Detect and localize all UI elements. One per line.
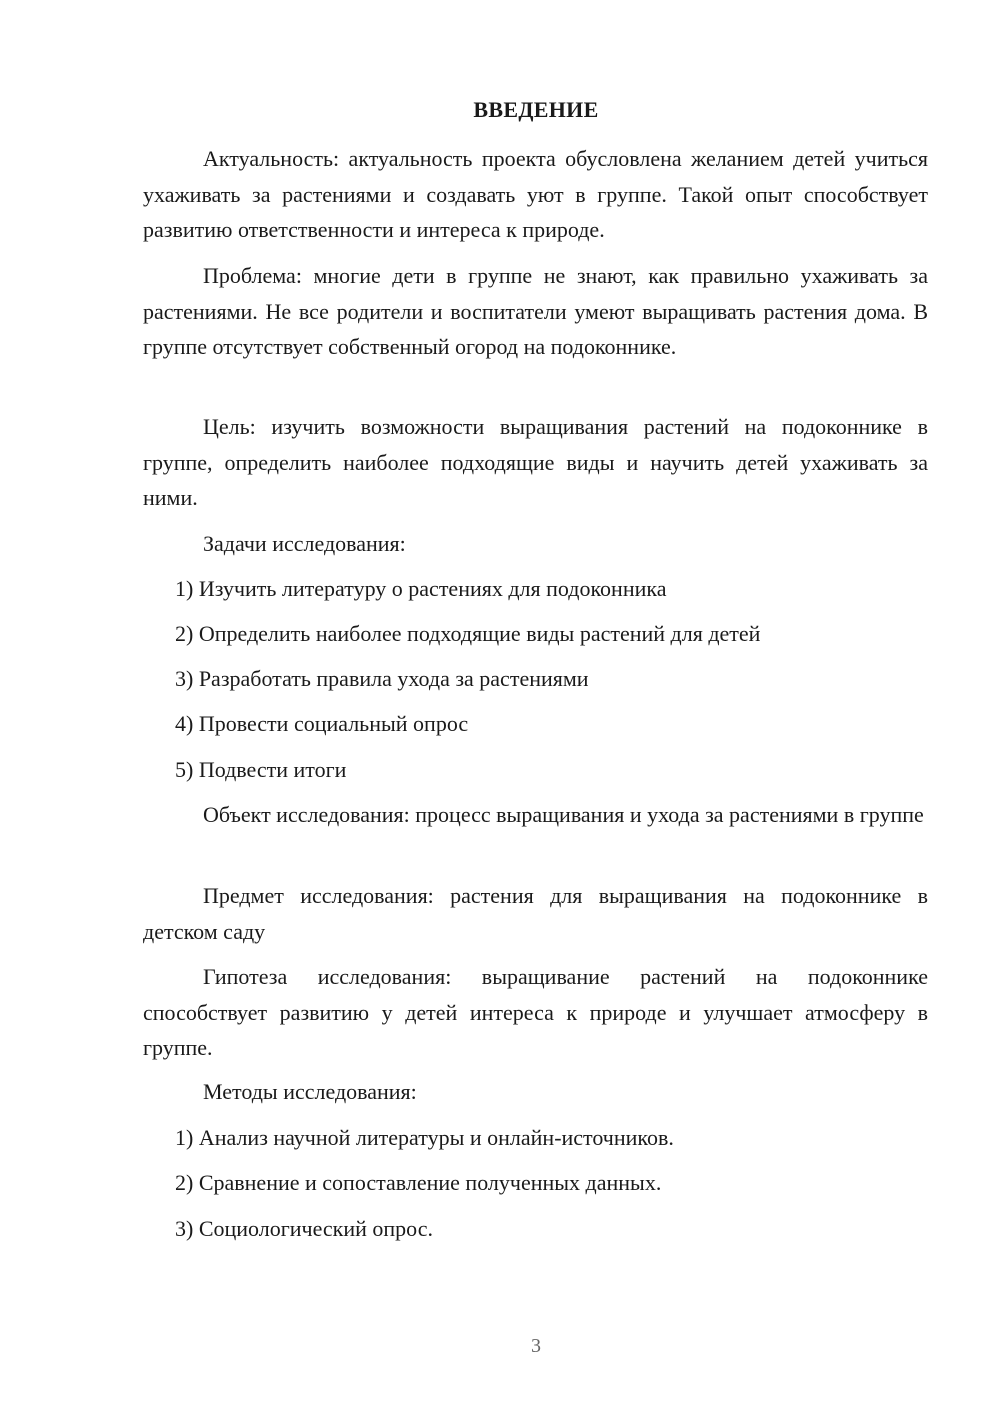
tasks-heading: Задачи исследования: [203, 531, 406, 556]
task-item: 1) Изучить литературу о растениях для подоконника [175, 576, 667, 601]
methods-heading: Методы исследования: [203, 1079, 417, 1104]
hypothesis-paragraph: Гипотеза исследования: выращивание растений на подоконнике способствует развитию у детей интереса к природе и улучшает атмосферу в группе. [143, 964, 928, 1060]
subject-paragraph: Предмет исследования: растения для выращивания на подоконнике в детском саду [143, 883, 928, 944]
task-item: 2) Определить наиболее подходящие виды растений для детей [175, 621, 761, 646]
page-title: ВВЕДЕНИЕ [473, 97, 599, 122]
method-item: 3) Социологический опрос. [175, 1216, 433, 1241]
method-item: 2) Сравнение и сопоставление полученных данных. [175, 1170, 662, 1195]
page-number: 3 [531, 1335, 541, 1357]
task-item: 5) Подвести итоги [175, 757, 347, 782]
problem-paragraph: Проблема: многие дети в группе не знают, как правильно ухаживать за растениями. Не все родители и воспитатели умеют выращивать растения дома. В группе отсутствует собственный огород на подоконнике. [143, 263, 928, 359]
task-item: 4) Провести социальный опрос [175, 711, 469, 736]
task-item: 3) Разработать правила ухода за растениями [175, 666, 589, 691]
object-paragraph: Объект исследования: процесс выращивания и ухода за растениями в группе [203, 802, 924, 827]
method-item: 1) Анализ научной литературы и онлайн-источников. [175, 1125, 674, 1150]
relevance-paragraph: Актуальность: актуальность проекта обусловлена желанием детей учиться ухаживать за растениями и создавать уют в группе. Такой опыт способствует развитию ответственности и интереса к природе. [143, 146, 928, 242]
goal-paragraph: Цель: изучить возможности выращивания растений на подоконнике в группе, определить наиболее подходящие виды и научить детей ухаживать за ними. [143, 414, 928, 510]
